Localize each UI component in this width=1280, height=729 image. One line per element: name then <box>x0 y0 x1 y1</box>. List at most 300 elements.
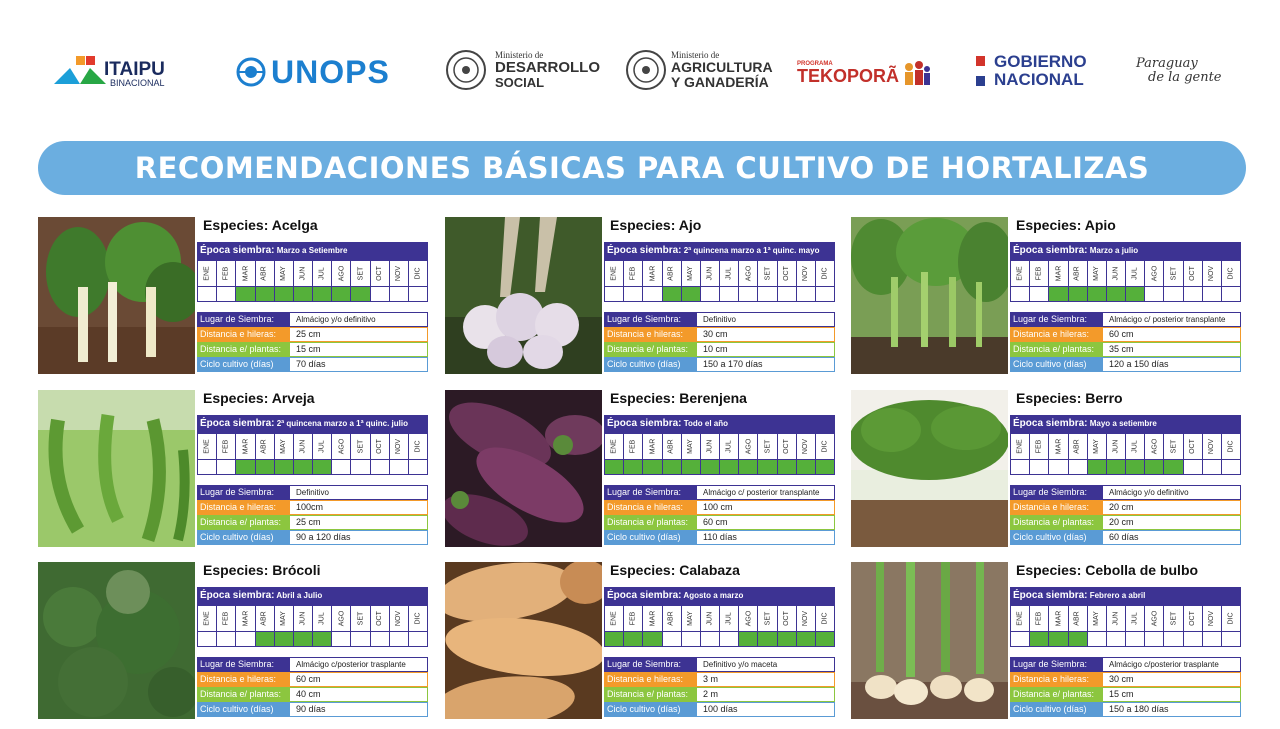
hileras-label: Distancia e hileras: <box>197 327 290 342</box>
epoca-label: Época siembra: <box>607 245 682 256</box>
ciclo-value: 110 días <box>697 530 835 545</box>
species-info <box>602 562 835 720</box>
epoca-siembra-bar <box>604 242 835 260</box>
lugar-value: Almácigo y/o definitivo <box>290 312 428 327</box>
plantas-row <box>1010 687 1241 702</box>
month-cell <box>797 460 815 474</box>
month-label: ABR <box>256 434 274 460</box>
ciclo-value: 90 días <box>290 702 428 717</box>
lugar-row <box>197 312 428 327</box>
hileras-label: Distancia e hileras: <box>197 500 290 515</box>
month-calendar <box>197 605 428 647</box>
month-cell <box>816 287 834 301</box>
month-column <box>332 434 351 474</box>
species-card <box>38 390 430 548</box>
month-cell <box>409 460 427 474</box>
de-la-gente-text: de la gente <box>1148 70 1222 85</box>
ciclo-label: Ciclo cultivo (días) <box>1010 357 1103 372</box>
month-label: OCT <box>778 606 796 632</box>
month-label: JUN <box>1107 434 1125 460</box>
month-column <box>1164 261 1183 301</box>
month-cell <box>294 632 312 646</box>
month-cell <box>1049 632 1067 646</box>
month-column <box>682 606 701 646</box>
ciclo-row <box>1010 530 1241 545</box>
species-card <box>445 217 837 375</box>
month-cell <box>1011 287 1029 301</box>
month-column <box>682 261 701 301</box>
month-column <box>390 261 409 301</box>
month-label: MAR <box>1049 434 1067 460</box>
lugar-row <box>1010 657 1241 672</box>
month-label: MAR <box>643 261 661 287</box>
hileras-value: 20 cm <box>1103 500 1241 515</box>
month-column <box>198 261 217 301</box>
month-cell <box>1069 287 1087 301</box>
species-photo <box>851 217 1008 374</box>
ciclo-value: 120 a 150 días <box>1103 357 1241 372</box>
month-cell <box>1222 287 1240 301</box>
ciclo-label: Ciclo cultivo (días) <box>197 357 290 372</box>
plantas-value: 25 cm <box>290 515 428 530</box>
ciclo-row <box>604 357 835 372</box>
month-label: SET <box>758 434 776 460</box>
month-cell <box>1011 460 1029 474</box>
month-cell <box>217 460 235 474</box>
species-card <box>38 217 430 375</box>
species-details <box>197 312 428 372</box>
month-cell <box>1088 632 1106 646</box>
species-card <box>445 562 837 720</box>
species-card <box>851 390 1243 548</box>
month-label: ENE <box>1011 606 1029 632</box>
month-label: ABR <box>256 606 274 632</box>
month-column <box>758 434 777 474</box>
species-photo <box>445 562 602 719</box>
month-label: JUL <box>720 606 738 632</box>
month-label: AGO <box>739 434 757 460</box>
month-column <box>778 606 797 646</box>
month-label: NOV <box>1203 434 1221 460</box>
month-cell <box>275 632 293 646</box>
lugar-label: Lugar de Siembra: <box>197 312 290 327</box>
month-cell <box>739 287 757 301</box>
month-label: MAR <box>643 434 661 460</box>
month-label: JUL <box>1126 261 1144 287</box>
month-label: OCT <box>1184 261 1202 287</box>
epoca-label: Época siembra: <box>607 590 682 601</box>
month-label: AGO <box>332 261 350 287</box>
month-cell <box>409 632 427 646</box>
month-cell <box>797 287 815 301</box>
species-info <box>1008 562 1241 720</box>
month-column <box>390 434 409 474</box>
month-label: NOV <box>797 261 815 287</box>
month-cell <box>1069 632 1087 646</box>
month-label: JUL <box>720 434 738 460</box>
ciclo-label: Ciclo cultivo (días) <box>604 702 697 717</box>
lugar-label: Lugar de Siembra: <box>197 657 290 672</box>
species-card <box>851 562 1243 720</box>
month-cell <box>390 460 408 474</box>
month-label: FEB <box>624 606 642 632</box>
ciclo-value: 150 a 180 días <box>1103 702 1241 717</box>
month-column <box>409 434 427 474</box>
unops-text: UNOPS <box>271 53 390 90</box>
month-cell <box>1107 632 1125 646</box>
month-column <box>198 606 217 646</box>
hileras-value: 100 cm <box>697 500 835 515</box>
month-label: SET <box>758 261 776 287</box>
month-label: DIC <box>816 434 834 460</box>
ciclo-value: 70 días <box>290 357 428 372</box>
month-label: JUN <box>294 434 312 460</box>
paraguay-text: Paraguay <box>1136 55 1198 71</box>
month-column <box>1145 606 1164 646</box>
month-cell <box>1069 460 1087 474</box>
species-photo <box>445 390 602 547</box>
month-column <box>1011 434 1030 474</box>
month-column <box>1069 606 1088 646</box>
month-column <box>236 434 255 474</box>
month-column <box>758 261 777 301</box>
lugar-row <box>604 657 835 672</box>
ciclo-label: Ciclo cultivo (días) <box>197 702 290 717</box>
month-cell <box>1164 287 1182 301</box>
month-column <box>816 261 834 301</box>
month-column <box>1049 261 1068 301</box>
month-label: NOV <box>390 606 408 632</box>
species-details <box>1010 485 1241 545</box>
plantas-value: 35 cm <box>1103 342 1241 357</box>
month-cell <box>797 632 815 646</box>
month-label: AGO <box>739 606 757 632</box>
species-title: Especies: Acelga <box>203 217 318 233</box>
species-details <box>197 485 428 545</box>
month-label: DIC <box>409 434 427 460</box>
mds-mid-text: DESARROLLO <box>495 59 600 77</box>
month-column <box>720 606 739 646</box>
month-label: ENE <box>198 606 216 632</box>
month-cell <box>701 460 719 474</box>
month-label: MAR <box>236 606 254 632</box>
month-cell <box>1222 632 1240 646</box>
ciclo-label: Ciclo cultivo (días) <box>604 530 697 545</box>
species-photo <box>851 390 1008 547</box>
hileras-row <box>1010 672 1241 687</box>
month-column <box>682 434 701 474</box>
lugar-row <box>604 312 835 327</box>
ciclo-label: Ciclo cultivo (días) <box>1010 530 1103 545</box>
month-column <box>313 261 332 301</box>
month-column <box>816 606 834 646</box>
month-column <box>313 606 332 646</box>
epoca-siembra-bar <box>604 587 835 605</box>
month-label: MAR <box>236 434 254 460</box>
month-label: DIC <box>409 606 427 632</box>
month-column <box>778 261 797 301</box>
month-label: ENE <box>1011 261 1029 287</box>
month-column <box>739 434 758 474</box>
month-cell <box>1107 287 1125 301</box>
hileras-value: 60 cm <box>1103 327 1241 342</box>
month-label: MAY <box>275 606 293 632</box>
month-cell <box>605 632 623 646</box>
month-label: ENE <box>605 261 623 287</box>
ciclo-label: Ciclo cultivo (días) <box>1010 702 1103 717</box>
month-cell <box>1203 632 1221 646</box>
month-cell <box>816 460 834 474</box>
month-cell <box>198 460 216 474</box>
hileras-value: 30 cm <box>697 327 835 342</box>
month-cell <box>332 287 350 301</box>
month-column <box>256 261 275 301</box>
lugar-value: Almácigo c/posterior trasplante <box>290 657 428 672</box>
month-label: NOV <box>390 434 408 460</box>
month-cell <box>778 632 796 646</box>
month-label: JUN <box>1107 261 1125 287</box>
species-info <box>195 217 428 375</box>
month-label: FEB <box>624 261 642 287</box>
month-column <box>294 606 313 646</box>
month-column <box>643 606 662 646</box>
month-column <box>605 261 624 301</box>
species-details <box>1010 657 1241 717</box>
month-label: MAR <box>1049 606 1067 632</box>
epoca-label: Época siembra: <box>1013 590 1088 601</box>
month-cell <box>1088 460 1106 474</box>
month-label: DIC <box>1222 434 1240 460</box>
month-cell <box>1126 460 1144 474</box>
species-photo <box>851 562 1008 719</box>
month-label: ENE <box>605 434 623 460</box>
month-column <box>605 606 624 646</box>
month-column <box>1184 606 1203 646</box>
month-cell <box>643 632 661 646</box>
species-card <box>445 390 837 548</box>
itaipu-subtext: BINACIONAL <box>110 78 165 88</box>
plantas-label: Distancia e/ plantas: <box>197 687 290 702</box>
month-cell <box>663 632 681 646</box>
month-label: ENE <box>198 434 216 460</box>
month-cell <box>643 460 661 474</box>
month-label: SET <box>1164 261 1182 287</box>
species-info <box>195 390 428 548</box>
month-cell <box>313 460 331 474</box>
month-label: ABR <box>663 261 681 287</box>
month-label: ABR <box>1069 434 1087 460</box>
plantas-value: 60 cm <box>697 515 835 530</box>
tekopora-small-text: PROGRAMA <box>797 61 833 67</box>
month-column <box>624 261 643 301</box>
month-cell <box>1145 632 1163 646</box>
month-column <box>643 261 662 301</box>
month-column <box>1088 606 1107 646</box>
month-cell <box>1203 460 1221 474</box>
epoca-siembra-bar <box>197 587 428 605</box>
month-cell <box>198 287 216 301</box>
hileras-value: 25 cm <box>290 327 428 342</box>
ciclo-row <box>604 530 835 545</box>
lugar-label: Lugar de Siembra: <box>1010 312 1103 327</box>
mag-top-text: Ministerio de <box>671 49 720 60</box>
month-label: FEB <box>217 261 235 287</box>
month-calendar <box>1010 433 1241 475</box>
month-cell <box>663 460 681 474</box>
month-cell <box>778 287 796 301</box>
hileras-row <box>604 500 835 515</box>
month-column <box>332 261 351 301</box>
plantas-label: Distancia e/ plantas: <box>1010 515 1103 530</box>
species-photo <box>38 390 195 547</box>
plantas-value: 10 cm <box>697 342 835 357</box>
species-photo <box>38 217 195 374</box>
ciclo-row <box>197 702 428 717</box>
species-info <box>1008 390 1241 548</box>
month-label: ABR <box>1069 606 1087 632</box>
ciclo-row <box>604 702 835 717</box>
month-column <box>217 606 236 646</box>
month-label: JUL <box>1126 434 1144 460</box>
plantas-value: 15 cm <box>290 342 428 357</box>
month-column <box>1145 261 1164 301</box>
plantas-label: Distancia e/ plantas: <box>604 687 697 702</box>
plantas-row <box>197 342 428 357</box>
month-column <box>294 261 313 301</box>
month-label: MAR <box>1049 261 1067 287</box>
hileras-row <box>197 500 428 515</box>
hileras-row <box>1010 327 1241 342</box>
month-cell <box>390 632 408 646</box>
month-calendar <box>604 433 835 475</box>
plantas-row <box>197 515 428 530</box>
month-cell <box>313 287 331 301</box>
plantas-value: 15 cm <box>1103 687 1241 702</box>
month-cell <box>1088 287 1106 301</box>
month-label: SET <box>351 606 369 632</box>
ciclo-row <box>197 530 428 545</box>
hileras-row <box>604 327 835 342</box>
lugar-row <box>197 485 428 500</box>
month-column <box>1030 606 1049 646</box>
month-label: JUL <box>1126 606 1144 632</box>
hileras-label: Distancia e hileras: <box>604 672 697 687</box>
month-cell <box>1203 287 1221 301</box>
month-cell <box>720 632 738 646</box>
ciclo-label: Ciclo cultivo (días) <box>604 357 697 372</box>
ciclo-label: Ciclo cultivo (días) <box>197 530 290 545</box>
plantas-label: Distancia e/ plantas: <box>197 342 290 357</box>
month-calendar <box>197 433 428 475</box>
species-title: Especies: Ajo <box>610 217 702 233</box>
month-cell <box>409 287 427 301</box>
month-cell <box>1184 632 1202 646</box>
month-label: AGO <box>739 261 757 287</box>
plantas-label: Distancia e/ plantas: <box>1010 342 1103 357</box>
epoca-value: 2ª quincena marzo a 1ª quinc. mayo <box>683 246 820 255</box>
month-cell <box>275 460 293 474</box>
month-column <box>739 606 758 646</box>
epoca-label: Época siembra: <box>607 418 682 429</box>
month-label: OCT <box>1184 434 1202 460</box>
month-calendar <box>197 260 428 302</box>
month-cell <box>624 632 642 646</box>
hileras-label: Distancia e hileras: <box>1010 327 1103 342</box>
month-label: DIC <box>816 606 834 632</box>
month-column <box>1222 606 1240 646</box>
month-column <box>294 434 313 474</box>
month-cell <box>701 632 719 646</box>
month-column <box>1049 434 1068 474</box>
month-label: JUN <box>294 606 312 632</box>
month-label: FEB <box>1030 261 1048 287</box>
month-column <box>1203 261 1222 301</box>
month-column <box>236 261 255 301</box>
hileras-value: 60 cm <box>290 672 428 687</box>
lugar-value: Almácigo c/posterior trasplante <box>1103 657 1241 672</box>
month-cell <box>663 287 681 301</box>
month-label: ABR <box>256 261 274 287</box>
species-title: Especies: Brócoli <box>203 562 321 578</box>
month-column <box>1088 434 1107 474</box>
epoca-siembra-bar <box>1010 415 1241 433</box>
month-cell <box>294 460 312 474</box>
month-label: ENE <box>605 606 623 632</box>
lugar-label: Lugar de Siembra: <box>604 485 697 500</box>
month-cell <box>1164 632 1182 646</box>
month-column <box>256 434 275 474</box>
month-label: DIC <box>409 261 427 287</box>
month-label: FEB <box>624 434 642 460</box>
ciclo-value: 60 días <box>1103 530 1241 545</box>
lugar-value: Almácigo c/ posterior transplante <box>1103 312 1241 327</box>
month-cell <box>351 287 369 301</box>
month-label: MAY <box>682 606 700 632</box>
epoca-value: Abril a Julio <box>276 591 323 600</box>
month-column <box>217 261 236 301</box>
month-column <box>797 606 816 646</box>
month-cell <box>390 287 408 301</box>
month-column <box>1107 434 1126 474</box>
epoca-label: Época siembra: <box>200 590 275 601</box>
month-column <box>1203 606 1222 646</box>
species-details <box>604 657 835 717</box>
month-label: AGO <box>1145 434 1163 460</box>
plantas-label: Distancia e/ plantas: <box>197 515 290 530</box>
lugar-label: Lugar de Siembra: <box>197 485 290 500</box>
month-label: MAY <box>682 261 700 287</box>
month-label: SET <box>351 434 369 460</box>
epoca-value: Marzo a Setiembre <box>276 246 348 255</box>
species-info <box>1008 217 1241 375</box>
month-label: AGO <box>1145 261 1163 287</box>
hileras-value: 3 m <box>697 672 835 687</box>
month-column <box>1011 261 1030 301</box>
plantas-row <box>1010 515 1241 530</box>
month-label: NOV <box>1203 606 1221 632</box>
month-column <box>1049 606 1068 646</box>
tekopora-main-text: TEKOPORÃ <box>797 66 900 86</box>
hileras-label: Distancia e hileras: <box>197 672 290 687</box>
month-label: MAY <box>275 434 293 460</box>
month-column <box>1164 606 1183 646</box>
month-cell <box>236 287 254 301</box>
lugar-value: Definitivo <box>697 312 835 327</box>
hileras-label: Distancia e hileras: <box>604 327 697 342</box>
month-column <box>663 434 682 474</box>
month-column <box>816 434 834 474</box>
lugar-value: Almácigo y/o definitivo <box>1103 485 1241 500</box>
